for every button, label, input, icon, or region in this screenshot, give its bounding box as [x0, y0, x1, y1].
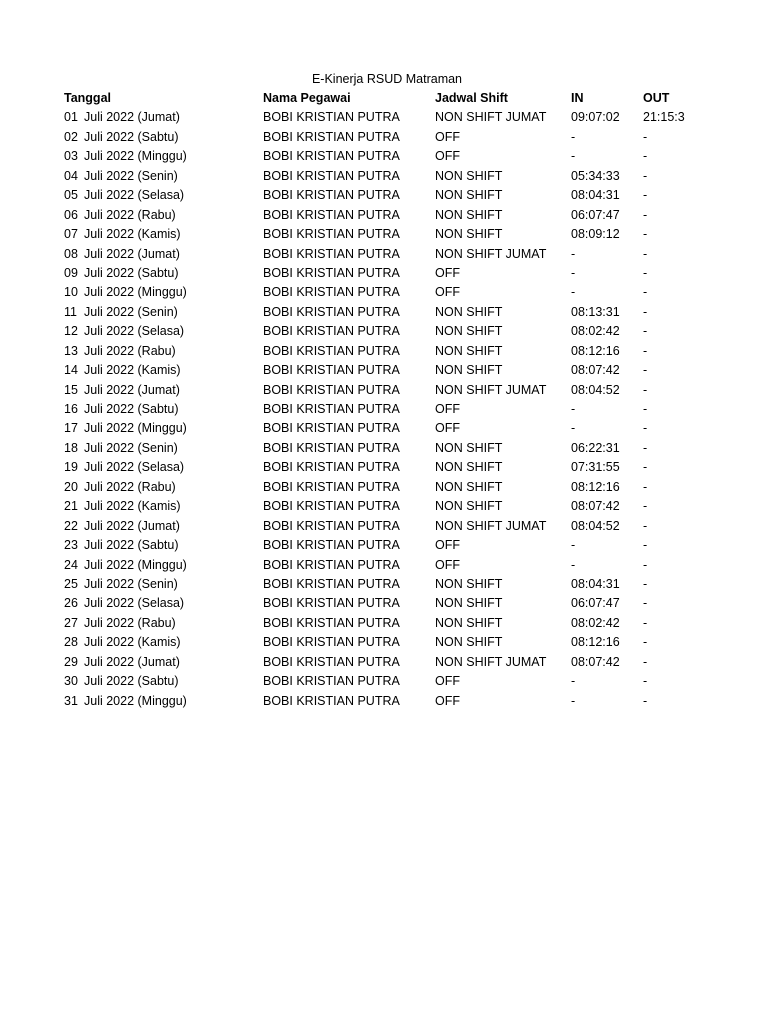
table-row: [0, 128, 768, 147]
cell-date-text: Juli 2022 (Senin): [84, 168, 178, 183]
cell-name: BOBI KRISTIAN PUTRA: [263, 227, 400, 242]
cell-out: -: [643, 227, 648, 242]
cell-date: [64, 536, 179, 555]
cell-date-text: Juli 2022 (Sabtu): [84, 674, 179, 689]
cell-in: 08:12:16: [571, 479, 620, 494]
cell-in: 07:31:55: [571, 460, 620, 475]
cell-date: [64, 342, 176, 361]
cell-date-text: Juli 2022 (Jumat): [84, 246, 180, 261]
table-row: [0, 653, 768, 672]
table-row: [0, 478, 768, 497]
header-shift: Jadwal Shift: [435, 91, 508, 105]
cell-shift: NON SHIFT: [435, 363, 503, 378]
cell-shift: OFF: [435, 557, 460, 572]
cell-in: 08:12:16: [571, 343, 620, 358]
cell-shift: NON SHIFT JUMAT: [435, 518, 547, 533]
cell-shift: NON SHIFT JUMAT: [435, 110, 547, 125]
cell-out: -: [643, 615, 648, 630]
cell-day-number: 18: [64, 440, 78, 455]
table-row: [0, 264, 768, 283]
table-row: [0, 206, 768, 225]
cell-out: -: [643, 674, 648, 689]
cell-day-number: 13: [64, 343, 78, 358]
cell-in: -: [571, 674, 576, 689]
cell-out: -: [643, 518, 648, 533]
cell-day-number: 15: [64, 382, 78, 397]
cell-in: 08:02:42: [571, 324, 620, 339]
table-row: [0, 186, 768, 205]
cell-date-text: Juli 2022 (Jumat): [84, 110, 180, 125]
cell-out: -: [643, 596, 648, 611]
cell-out: -: [643, 538, 648, 553]
cell-out: -: [643, 576, 648, 591]
cell-day-number: 21: [64, 499, 78, 514]
cell-day-number: 24: [64, 557, 78, 572]
table-row: [0, 342, 768, 361]
cell-date-text: Juli 2022 (Selasa): [84, 188, 185, 203]
cell-shift: NON SHIFT: [435, 596, 503, 611]
cell-in: 08:07:42: [571, 499, 620, 514]
cell-name: BOBI KRISTIAN PUTRA: [263, 129, 400, 144]
cell-out: -: [643, 304, 648, 319]
cell-name: BOBI KRISTIAN PUTRA: [263, 265, 400, 280]
table-body: [0, 108, 768, 711]
cell-day-number: 31: [64, 693, 78, 708]
cell-name: BOBI KRISTIAN PUTRA: [263, 557, 400, 572]
cell-out: -: [643, 149, 648, 164]
cell-in: 08:09:12: [571, 227, 620, 242]
cell-name: BOBI KRISTIAN PUTRA: [263, 674, 400, 689]
cell-date-text: Juli 2022 (Minggu): [84, 557, 187, 572]
cell-shift: OFF: [435, 285, 460, 300]
cell-day-number: 28: [64, 635, 78, 650]
cell-in: 05:34:33: [571, 168, 620, 183]
cell-date-text: Juli 2022 (Rabu): [84, 343, 176, 358]
table-row: [0, 361, 768, 380]
cell-name: BOBI KRISTIAN PUTRA: [263, 440, 400, 455]
table-row: [0, 225, 768, 244]
cell-day-number: 17: [64, 421, 78, 436]
cell-name: BOBI KRISTIAN PUTRA: [263, 402, 400, 416]
cell-date: [64, 419, 187, 438]
cell-shift: OFF: [435, 674, 460, 689]
cell-date: [64, 108, 180, 127]
cell-date-text: Juli 2022 (Jumat): [84, 382, 180, 397]
cell-name: BOBI KRISTIAN PUTRA: [263, 149, 400, 164]
cell-date-text: Juli 2022 (Sabtu): [84, 265, 179, 280]
cell-shift: NON SHIFT: [435, 460, 503, 475]
cell-in: 08:04:52: [571, 382, 620, 397]
header-name: Nama Pegawai: [263, 91, 351, 105]
cell-date-text: Juli 2022 (Sabtu): [84, 402, 179, 416]
cell-date-text: Juli 2022 (Sabtu): [84, 538, 179, 553]
cell-shift: NON SHIFT: [435, 324, 503, 339]
cell-date-text: Juli 2022 (Kamis): [84, 363, 181, 378]
table-row: [0, 536, 768, 555]
cell-date: [64, 225, 181, 244]
cell-out: 21:15:3: [643, 110, 685, 125]
cell-day-number: 01: [64, 110, 78, 125]
cell-name: BOBI KRISTIAN PUTRA: [263, 693, 400, 708]
table-row: [0, 692, 768, 711]
cell-day-number: 25: [64, 576, 78, 591]
cell-date-text: Juli 2022 (Minggu): [84, 285, 187, 300]
cell-out: -: [643, 479, 648, 494]
cell-date: [64, 283, 187, 302]
cell-shift: NON SHIFT JUMAT: [435, 654, 547, 669]
cell-day-number: 10: [64, 285, 78, 300]
document-title: E-Kinerja RSUD Matraman: [311, 72, 463, 86]
cell-day-number: 27: [64, 615, 78, 630]
cell-in: -: [571, 149, 576, 164]
cell-name: BOBI KRISTIAN PUTRA: [263, 518, 400, 533]
cell-shift: OFF: [435, 538, 460, 553]
cell-date: [64, 322, 184, 341]
cell-name: BOBI KRISTIAN PUTRA: [263, 654, 400, 669]
cell-name: BOBI KRISTIAN PUTRA: [263, 576, 400, 591]
cell-name: BOBI KRISTIAN PUTRA: [263, 479, 400, 494]
cell-shift: NON SHIFT: [435, 168, 503, 183]
table-row: [0, 614, 768, 633]
cell-date: [64, 594, 184, 613]
cell-name: BOBI KRISTIAN PUTRA: [263, 110, 400, 125]
cell-day-number: 30: [64, 674, 78, 689]
cell-shift: NON SHIFT: [435, 479, 503, 494]
cell-name: BOBI KRISTIAN PUTRA: [263, 382, 400, 397]
cell-shift: OFF: [435, 129, 460, 144]
cell-day-number: 09: [64, 265, 78, 280]
cell-date: [64, 672, 179, 691]
cell-out: -: [643, 207, 648, 222]
cell-day-number: 29: [64, 654, 78, 669]
cell-day-number: 14: [64, 363, 78, 378]
cell-in: -: [571, 693, 576, 708]
cell-date: [64, 400, 179, 419]
cell-day-number: 03: [64, 149, 78, 164]
cell-day-number: 04: [64, 168, 78, 183]
cell-date: [64, 633, 181, 652]
cell-shift: NON SHIFT: [435, 343, 503, 358]
attendance-table: [0, 89, 768, 711]
cell-out: -: [643, 129, 648, 144]
cell-date: [64, 478, 176, 497]
table-row: [0, 575, 768, 594]
cell-day-number: 23: [64, 538, 78, 553]
cell-in: -: [571, 265, 576, 280]
cell-out: -: [643, 382, 648, 397]
cell-date-text: Juli 2022 (Senin): [84, 576, 178, 591]
cell-shift: OFF: [435, 149, 460, 164]
cell-name: BOBI KRISTIAN PUTRA: [263, 188, 400, 203]
cell-name: BOBI KRISTIAN PUTRA: [263, 168, 400, 183]
cell-date: [64, 128, 179, 147]
cell-day-number: 05: [64, 188, 78, 203]
cell-date: [64, 497, 181, 516]
cell-in: 06:07:47: [571, 596, 620, 611]
table-row: [0, 303, 768, 322]
cell-date: [64, 458, 184, 477]
cell-out: -: [643, 654, 648, 669]
cell-shift: OFF: [435, 421, 460, 436]
cell-date: [64, 653, 180, 672]
table-row: [0, 419, 768, 438]
cell-day-number: 12: [64, 324, 78, 339]
cell-shift: NON SHIFT JUMAT: [435, 382, 547, 397]
cell-name: BOBI KRISTIAN PUTRA: [263, 635, 400, 650]
table-row: [0, 556, 768, 575]
cell-name: BOBI KRISTIAN PUTRA: [263, 596, 400, 611]
cell-date: [64, 692, 187, 711]
cell-date-text: Juli 2022 (Rabu): [84, 615, 176, 630]
cell-shift: NON SHIFT: [435, 440, 503, 455]
cell-name: BOBI KRISTIAN PUTRA: [263, 363, 400, 378]
cell-date: [64, 575, 178, 594]
cell-day-number: 11: [64, 304, 77, 319]
table-row: [0, 497, 768, 516]
cell-in: 08:07:42: [571, 363, 620, 378]
cell-out: -: [643, 635, 648, 650]
cell-out: -: [643, 285, 648, 300]
cell-in: -: [571, 421, 576, 436]
cell-date: [64, 361, 181, 380]
cell-name: BOBI KRISTIAN PUTRA: [263, 246, 400, 261]
cell-name: BOBI KRISTIAN PUTRA: [263, 421, 400, 436]
cell-in: 08:12:16: [571, 635, 620, 650]
cell-out: -: [643, 343, 648, 358]
cell-date: [64, 303, 178, 322]
cell-day-number: 02: [64, 129, 78, 144]
cell-shift: OFF: [435, 402, 460, 416]
cell-date: [64, 245, 180, 264]
table-row: [0, 381, 768, 400]
cell-out: -: [643, 168, 648, 183]
table-row: [0, 147, 768, 166]
header-date: Tanggal: [64, 91, 111, 105]
cell-in: 06:07:47: [571, 207, 620, 222]
cell-date-text: Juli 2022 (Senin): [84, 440, 178, 455]
cell-out: -: [643, 246, 648, 261]
cell-shift: NON SHIFT: [435, 635, 503, 650]
cell-date: [64, 147, 187, 166]
header-out: OUT: [643, 91, 670, 105]
cell-in: -: [571, 246, 576, 261]
cell-in: 08:04:52: [571, 518, 620, 533]
cell-out: -: [643, 693, 648, 708]
cell-name: BOBI KRISTIAN PUTRA: [263, 324, 400, 339]
cell-in: 08:04:31: [571, 576, 620, 591]
header-in: IN: [571, 91, 584, 105]
cell-day-number: 22: [64, 518, 78, 533]
cell-name: BOBI KRISTIAN PUTRA: [263, 538, 400, 553]
cell-date: [64, 186, 184, 205]
cell-date: [64, 517, 180, 536]
cell-in: -: [571, 129, 576, 144]
cell-date-text: Juli 2022 (Jumat): [84, 654, 180, 669]
cell-day-number: 20: [64, 479, 78, 494]
table-row: [0, 672, 768, 691]
cell-name: BOBI KRISTIAN PUTRA: [263, 460, 400, 475]
cell-date-text: Juli 2022 (Minggu): [84, 693, 187, 708]
cell-date: [64, 381, 180, 400]
cell-shift: NON SHIFT: [435, 304, 503, 319]
cell-date: [64, 439, 178, 458]
cell-in: -: [571, 402, 576, 416]
cell-out: -: [643, 421, 648, 436]
cell-out: -: [643, 460, 648, 475]
cell-out: -: [643, 440, 648, 455]
table-row: [0, 283, 768, 302]
table-row: [0, 594, 768, 613]
cell-out: -: [643, 188, 648, 203]
cell-day-number: 26: [64, 596, 78, 611]
cell-date-text: Juli 2022 (Sabtu): [84, 129, 179, 144]
table-header: [0, 89, 768, 108]
table-row: [0, 458, 768, 477]
cell-out: -: [643, 557, 648, 572]
table-row: [0, 439, 768, 458]
cell-date-text: Juli 2022 (Minggu): [84, 149, 187, 164]
cell-day-number: 08: [64, 246, 78, 261]
cell-out: -: [643, 324, 648, 339]
cell-shift: OFF: [435, 693, 460, 708]
table-row: [0, 167, 768, 186]
cell-in: -: [571, 557, 576, 572]
cell-name: BOBI KRISTIAN PUTRA: [263, 499, 400, 514]
cell-in: -: [571, 538, 576, 553]
cell-date-text: Juli 2022 (Kamis): [84, 499, 181, 514]
cell-name: BOBI KRISTIAN PUTRA: [263, 615, 400, 630]
cell-date-text: Juli 2022 (Jumat): [84, 518, 180, 533]
cell-date-text: Juli 2022 (Selasa): [84, 324, 185, 339]
cell-date-text: Juli 2022 (Selasa): [84, 460, 185, 475]
cell-in: 08:04:31: [571, 188, 620, 203]
cell-shift: NON SHIFT: [435, 227, 503, 242]
cell-shift: NON SHIFT JUMAT: [435, 246, 547, 261]
cell-shift: NON SHIFT: [435, 188, 503, 203]
cell-shift: NON SHIFT: [435, 499, 503, 514]
cell-out: -: [643, 499, 648, 514]
cell-in: 08:02:42: [571, 615, 620, 630]
cell-in: 08:13:31: [571, 304, 620, 319]
cell-day-number: 19: [64, 460, 78, 475]
table-row: [0, 322, 768, 341]
cell-day-number: 06: [64, 207, 78, 222]
table-row: [0, 517, 768, 536]
cell-date-text: Juli 2022 (Rabu): [84, 207, 176, 222]
cell-out: -: [643, 265, 648, 280]
cell-date-text: Juli 2022 (Selasa): [84, 596, 185, 611]
cell-in: 08:07:42: [571, 654, 620, 669]
cell-day-number: 07: [64, 227, 78, 242]
cell-day-number: 16: [64, 402, 78, 416]
cell-name: BOBI KRISTIAN PUTRA: [263, 343, 400, 358]
table-row: [0, 108, 768, 127]
cell-shift: NON SHIFT: [435, 576, 503, 591]
cell-shift: NON SHIFT: [435, 615, 503, 630]
cell-date-text: Juli 2022 (Senin): [84, 304, 178, 319]
cell-in: 09:07:02: [571, 110, 620, 125]
cell-out: -: [643, 363, 648, 378]
cell-date: [64, 206, 176, 225]
cell-name: BOBI KRISTIAN PUTRA: [263, 285, 400, 300]
table-row: [0, 245, 768, 264]
cell-date: [64, 614, 176, 633]
cell-shift: OFF: [435, 265, 460, 280]
cell-shift: NON SHIFT: [435, 207, 503, 222]
cell-out: -: [643, 402, 648, 416]
cell-in: -: [571, 285, 576, 300]
cell-name: BOBI KRISTIAN PUTRA: [263, 304, 400, 319]
cell-date-text: Juli 2022 (Minggu): [84, 421, 187, 436]
cell-date-text: Juli 2022 (Rabu): [84, 479, 176, 494]
table-row: [0, 633, 768, 652]
cell-date-text: Juli 2022 (Kamis): [84, 635, 181, 650]
cell-date: [64, 167, 178, 186]
cell-name: BOBI KRISTIAN PUTRA: [263, 207, 400, 222]
cell-date-text: Juli 2022 (Kamis): [84, 227, 181, 242]
cell-in: 06:22:31: [571, 440, 620, 455]
table-row: [0, 400, 768, 419]
cell-date: [64, 264, 179, 283]
cell-date: [64, 556, 187, 575]
